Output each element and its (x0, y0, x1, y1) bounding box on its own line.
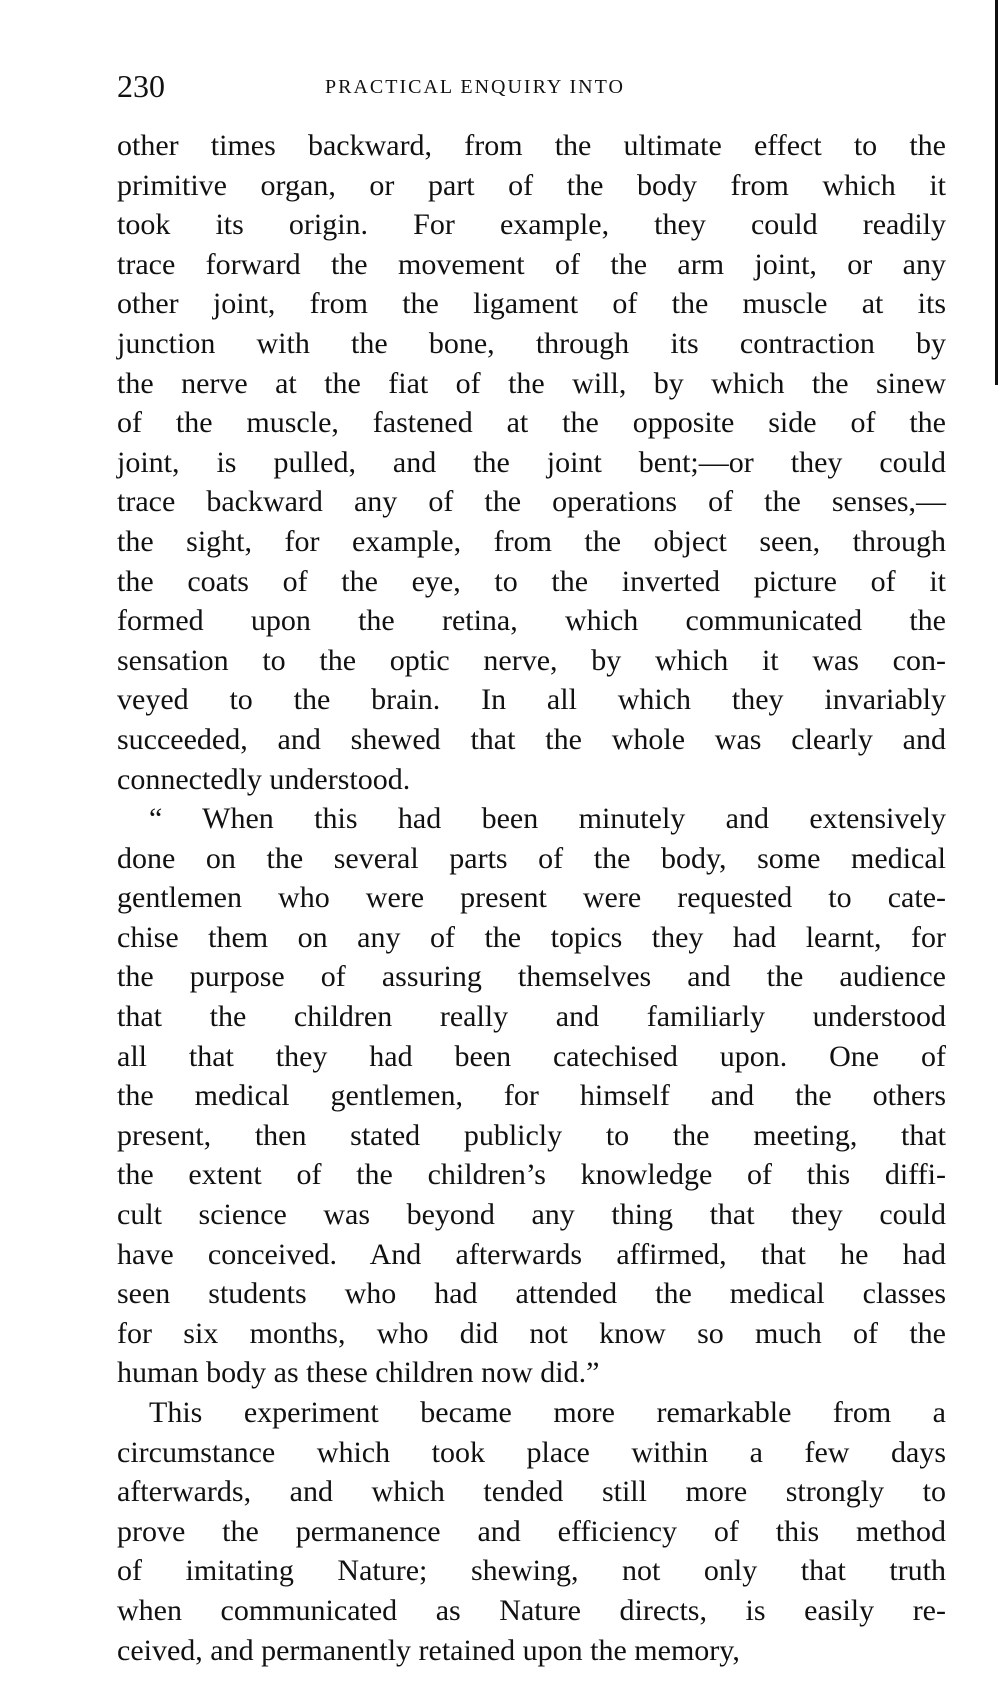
text-line: the medical gentlemen, for himself and the others (117, 1079, 946, 1113)
page-number: 230 (117, 68, 165, 104)
text-line: trace backward any of the operations of the senses,— (117, 485, 946, 519)
text-line: afterwards, and which tended still more strongly to (117, 1475, 946, 1509)
page-body (117, 126, 946, 1670)
text-line: circumstance which took place within a few days (117, 1435, 946, 1469)
text-line: joint, is pulled, and the joint bent;—or they could (117, 445, 946, 479)
text-line: primitive organ, or part of the body from which it (117, 168, 946, 202)
text-line: of imitating Nature; shewing, not only that truth (117, 1554, 946, 1588)
text-line: junction with the bone, through its contraction by (117, 326, 946, 360)
text-line: other times backward, from the ultimate effect to the (117, 129, 946, 162)
running-title: PRACTICAL ENQUIRY INTO (325, 76, 625, 98)
text-line: the coats of the eye, to the inverted picture of it (117, 564, 946, 598)
text-line: the extent of the children’s knowledge of this diffi- (117, 1158, 946, 1192)
text-line: the nerve at the fiat of the will, by which the sinew (117, 366, 946, 400)
text-line: veyed to the brain. In all which they invariably (117, 683, 946, 717)
text-line: that the children really and familiarly understood (117, 1000, 946, 1034)
text-line: sensation to the optic nerve, by which it was con- (117, 643, 946, 677)
text-line: chise them on any of the topics they had learnt, for (117, 920, 946, 954)
text-line: formed upon the retina, which communicated the (117, 604, 946, 638)
text-line: of the muscle, fastened at the opposite side of the (117, 406, 946, 440)
text-line: when communicated as Nature directs, is easily re- (117, 1593, 946, 1627)
paragraph (117, 126, 946, 799)
text-line: gentlemen who were present were requested to cate- (117, 881, 946, 915)
text-line: trace forward the movement of the arm joint, or any (117, 247, 946, 281)
page-header (117, 68, 946, 108)
text-line: connectedly understood. (117, 762, 411, 796)
text-line: prove the permanence and efficiency of this method (117, 1514, 946, 1548)
text-line: cult science was beyond any thing that they could (117, 1198, 946, 1232)
text-line: the purpose of assuring themselves and the audience (117, 960, 946, 994)
text-line: This experiment became more remarkable from a (149, 1396, 946, 1429)
text-line: succeeded, and shewed that the whole was clearly and (117, 722, 946, 756)
text-line: seen students who had attended the medical classes (117, 1277, 946, 1311)
text-line: present, then stated publicly to the meeting, that (117, 1118, 946, 1152)
text-line: all that they had been catechised upon. One of (117, 1039, 946, 1073)
text-line: human body as these children now did.” (117, 1356, 600, 1390)
text-line: “ When this had been minutely and extensively (149, 802, 946, 836)
text-line: have conceived. And afterwards affirmed, that he had (117, 1237, 946, 1271)
text-line: took its origin. For example, they could readily (117, 208, 946, 242)
scan-edge-rule (995, 0, 998, 385)
text-line: done on the several parts of the body, some medical (117, 841, 946, 875)
text-line: ceived, and permanently retained upon the memory, (117, 1633, 740, 1667)
paragraph (117, 1393, 946, 1670)
text-line: for six months, who did not know so much of the (117, 1316, 946, 1350)
text-line: the sight, for example, from the object seen, through (117, 524, 946, 558)
paragraph (117, 799, 946, 1393)
text-line: other joint, from the ligament of the muscle at its (117, 287, 946, 321)
